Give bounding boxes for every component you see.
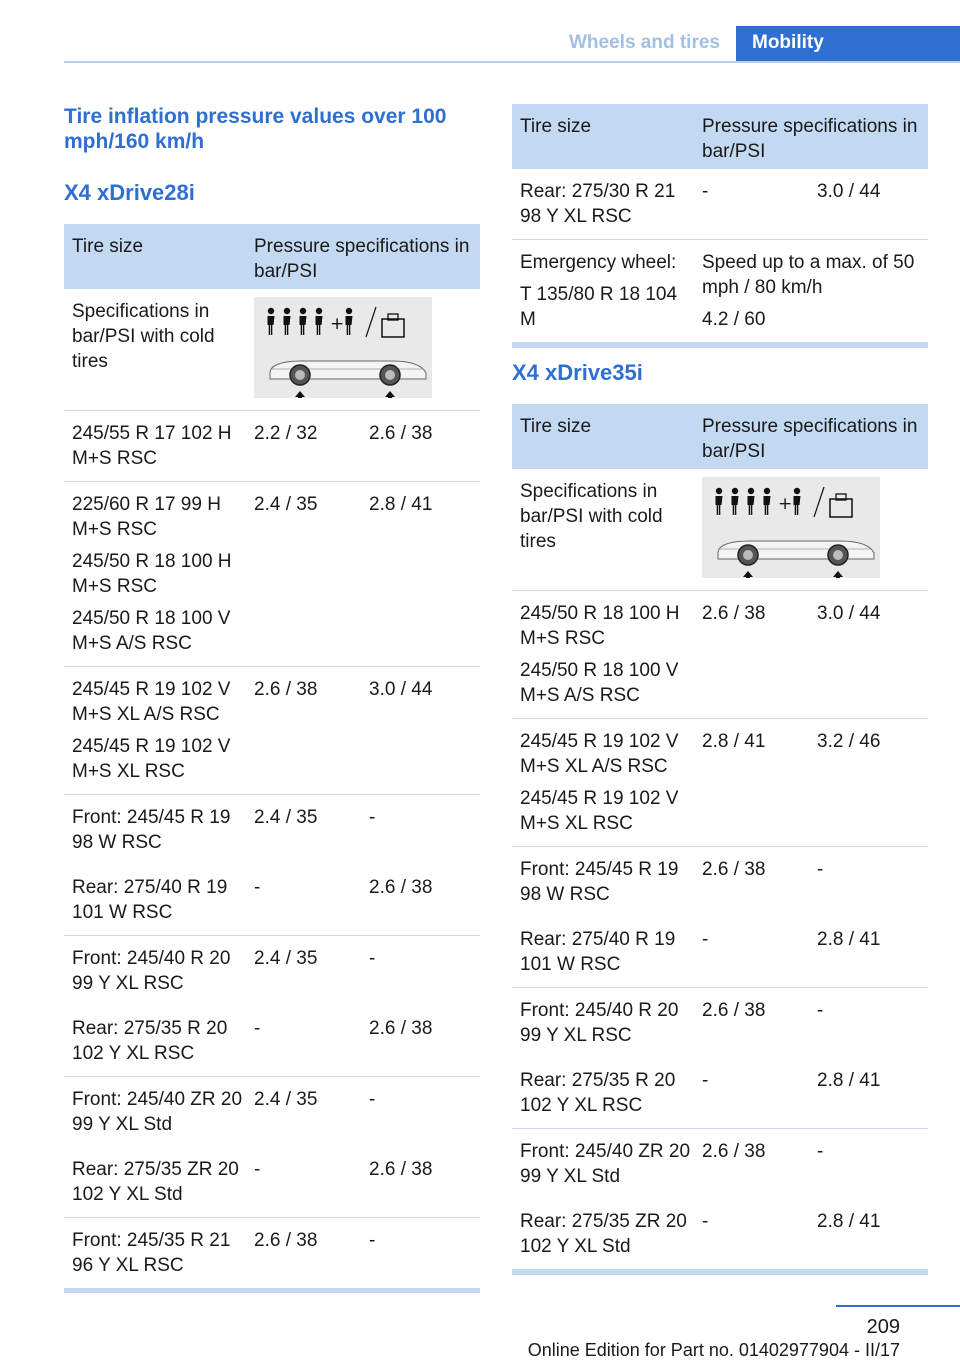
table-row	[512, 847, 928, 917]
tire-size: Rear: 275/30 R 21 98 Y XL RSC	[520, 181, 676, 227]
table-row	[64, 482, 480, 667]
table-row	[64, 411, 480, 482]
pressure-full-load: 2.6 / 38	[369, 1018, 433, 1039]
pressure-normal-load: 2.4 / 35	[254, 494, 318, 515]
spec-row	[512, 469, 928, 591]
pressure-full-load: 2.8 / 41	[817, 929, 881, 950]
pressure-full-load: -	[369, 807, 376, 828]
tire-size-cell	[64, 482, 246, 666]
col-header-tire-size: Tire size	[72, 236, 144, 257]
pressure-table-28i-continued	[512, 104, 928, 348]
tire-size-cell	[64, 411, 246, 481]
table-row	[512, 169, 928, 240]
pressure-normal-load: -	[254, 877, 261, 898]
pressure-normal-load: 2.6 / 38	[254, 679, 318, 700]
pressure-full-load: 3.0 / 44	[817, 603, 881, 624]
footer-rule	[836, 1305, 960, 1307]
col-header-pressure: Pressure specifications in bar/PSI	[702, 416, 918, 462]
emergency-wheel-spec	[694, 240, 928, 342]
header-section-tab[interactable]: Wheels and tires	[569, 32, 720, 53]
pressure-normal-load: 2.4 / 35	[254, 948, 318, 969]
pressure-full-load: 2.6 / 38	[369, 877, 433, 898]
pressure-normal-load: -	[254, 1159, 261, 1180]
tire-size-cell	[64, 1077, 246, 1147]
emergency-wheel-size	[512, 240, 694, 342]
table-row	[512, 719, 928, 847]
svg-text:+: +	[330, 314, 345, 334]
tire-size: Front: 245/40 ZR 20 99 Y XL Std	[520, 1141, 691, 1187]
pressure-normal-load: 2.6 / 38	[702, 859, 766, 880]
tire-size-cell	[512, 1129, 694, 1199]
tire-size: Rear: 275/40 R 19 101 W RSC	[520, 929, 676, 975]
tire-size: Front: 245/40 R 20 99 Y XL RSC	[520, 1000, 679, 1046]
tire-size-cell	[64, 936, 246, 1006]
table-row	[64, 1218, 480, 1288]
pressure-full-load: -	[369, 1230, 376, 1251]
table-end-bar	[512, 343, 928, 348]
emergency-speed-limit: Speed up to a max. of 50 mph / 80 km/h	[702, 252, 915, 298]
pressure-normal-load: -	[702, 181, 709, 202]
tire-size: 245/50 R 18 100 V M+S A/S RSC	[520, 660, 679, 706]
tire-size: Rear: 275/40 R 19 101 W RSC	[72, 877, 228, 923]
pressure-normal-load: 2.6 / 38	[702, 1141, 766, 1162]
pressure-full-load: 2.6 / 38	[369, 423, 433, 444]
tire-size: 245/45 R 19 102 V M+S XL RSC	[520, 788, 679, 834]
table-row	[512, 1129, 928, 1199]
tire-size: 245/50 R 18 100 H M+S RSC	[72, 551, 232, 597]
table-row	[64, 936, 480, 1006]
table-row	[512, 591, 928, 719]
table-header	[512, 404, 928, 469]
emergency-wheel-row	[512, 240, 928, 343]
spec-label: Specifications in bar/PSI with cold tires	[520, 481, 663, 552]
pressure-full-load: -	[369, 948, 376, 969]
tire-size-cell	[512, 169, 694, 239]
tire-size: Rear: 275/35 ZR 20 102 Y XL Std	[520, 1211, 687, 1257]
page-heading: Tire inflation pressure values over 100 mph/160 km/h	[64, 105, 447, 153]
pressure-full-load: 3.2 / 46	[817, 731, 881, 752]
spec-label: Specifications in bar/PSI with cold tires	[72, 301, 215, 372]
tire-size: 245/45 R 19 102 V M+S XL RSC	[72, 736, 231, 782]
pressure-full-load: 3.0 / 44	[817, 181, 881, 202]
tire-size: 245/45 R 19 102 V M+S XL A/S RSC	[72, 679, 231, 725]
tire-size-cell	[512, 988, 694, 1058]
tire-size-cell	[64, 1147, 246, 1217]
tire-size: 245/50 R 18 100 H M+S RSC	[520, 603, 680, 649]
emergency-label: Emergency wheel:	[520, 252, 677, 273]
tire-size-cell	[512, 847, 694, 917]
table-row	[512, 917, 928, 988]
spec-row	[64, 289, 480, 411]
col-header-tire-size: Tire size	[520, 416, 592, 437]
pressure-table-28i	[64, 224, 480, 1293]
tire-size: 245/45 R 19 102 V M+S XL A/S RSC	[520, 731, 679, 777]
tire-size-cell	[512, 591, 694, 718]
tire-size-cell	[512, 1058, 694, 1128]
pressure-normal-load: 2.2 / 32	[254, 423, 318, 444]
table-header	[512, 104, 928, 169]
model-heading-28i: X4 xDrive28i	[64, 180, 195, 205]
model-heading-35i: X4 xDrive35i	[512, 360, 643, 385]
pressure-normal-load: 2.6 / 38	[702, 603, 766, 624]
pressure-full-load: 2.8 / 41	[817, 1211, 881, 1232]
tire-size: Rear: 275/35 ZR 20 102 Y XL Std	[72, 1159, 239, 1205]
col-header-pressure: Pressure specifications in bar/PSI	[702, 116, 918, 162]
tire-size-cell	[64, 865, 246, 935]
tire-size: Front: 245/35 R 21 96 Y XL RSC	[72, 1230, 231, 1276]
pressure-normal-load: -	[702, 929, 709, 950]
pressure-full-load: -	[817, 1000, 824, 1021]
tire-size-cell	[64, 667, 246, 794]
emergency-pressure: 4.2 / 60	[702, 309, 766, 330]
tire-size: 245/50 R 18 100 V M+S A/S RSC	[72, 608, 231, 654]
table-row	[64, 1006, 480, 1077]
tire-size: Rear: 275/35 R 20 102 Y XL RSC	[72, 1018, 228, 1064]
col-header-tire-size: Tire size	[520, 116, 592, 137]
table-row	[64, 795, 480, 865]
pressure-full-load: 3.0 / 44	[369, 679, 433, 700]
pressure-normal-load: 2.6 / 38	[254, 1230, 318, 1251]
emergency-tire-size: T 135/80 R 18 104 M	[520, 284, 678, 330]
tire-size-cell	[512, 719, 694, 846]
pressure-full-load: 2.8 / 41	[369, 494, 433, 515]
table-end-bar	[64, 1288, 480, 1293]
tire-size: Front: 245/45 R 19 98 W RSC	[72, 807, 231, 853]
pressure-normal-load: -	[702, 1211, 709, 1232]
tire-size-cell	[512, 917, 694, 987]
table-row	[512, 988, 928, 1058]
tire-size: Front: 245/45 R 19 98 W RSC	[520, 859, 679, 905]
load-diagram	[694, 469, 880, 590]
pressure-normal-load: 2.6 / 38	[702, 1000, 766, 1021]
table-header	[64, 224, 480, 289]
pressure-normal-load: -	[702, 1070, 709, 1091]
pressure-table-35i	[512, 404, 928, 1275]
pressure-normal-load: 2.8 / 41	[702, 731, 766, 752]
pressure-normal-load: 2.4 / 35	[254, 807, 318, 828]
table-row	[64, 1147, 480, 1218]
table-row	[512, 1058, 928, 1129]
tire-size: Rear: 275/35 R 20 102 Y XL RSC	[520, 1070, 676, 1116]
col-header-pressure: Pressure specifications in bar/PSI	[254, 236, 470, 282]
pressure-full-load: -	[817, 859, 824, 880]
tire-size: Front: 245/40 R 20 99 Y XL RSC	[72, 948, 231, 994]
tire-size: 245/55 R 17 102 H M+S RSC	[72, 423, 232, 469]
load-diagram-icon	[702, 477, 880, 578]
tire-size: Front: 245/40 ZR 20 99 Y XL Std	[72, 1089, 243, 1135]
pressure-full-load: -	[817, 1141, 824, 1162]
pressure-full-load: 2.8 / 41	[817, 1070, 881, 1091]
header-rule	[64, 61, 960, 63]
tire-size: 225/60 R 17 99 H M+S RSC	[72, 494, 221, 540]
tire-size-cell	[512, 1199, 694, 1269]
tire-size-cell	[64, 1006, 246, 1076]
load-diagram	[246, 289, 432, 410]
svg-text:+: +	[778, 494, 793, 514]
load-diagram-icon	[254, 297, 432, 398]
table-row	[512, 1199, 928, 1270]
page-number: 209	[866, 1316, 900, 1338]
pressure-full-load: 2.6 / 38	[369, 1159, 433, 1180]
pressure-full-load: -	[369, 1089, 376, 1110]
edition-note: Online Edition for Part no. 01402977904 - II/17	[527, 1340, 900, 1360]
header-chapter-tab[interactable]: Mobility	[736, 26, 960, 62]
pressure-normal-load: -	[254, 1018, 261, 1039]
tire-size-cell	[64, 795, 246, 865]
table-row	[64, 865, 480, 936]
table-end-bar	[512, 1270, 928, 1275]
table-row	[64, 667, 480, 795]
pressure-normal-load: 2.4 / 35	[254, 1089, 318, 1110]
tire-size-cell	[64, 1218, 246, 1288]
table-row	[64, 1077, 480, 1147]
